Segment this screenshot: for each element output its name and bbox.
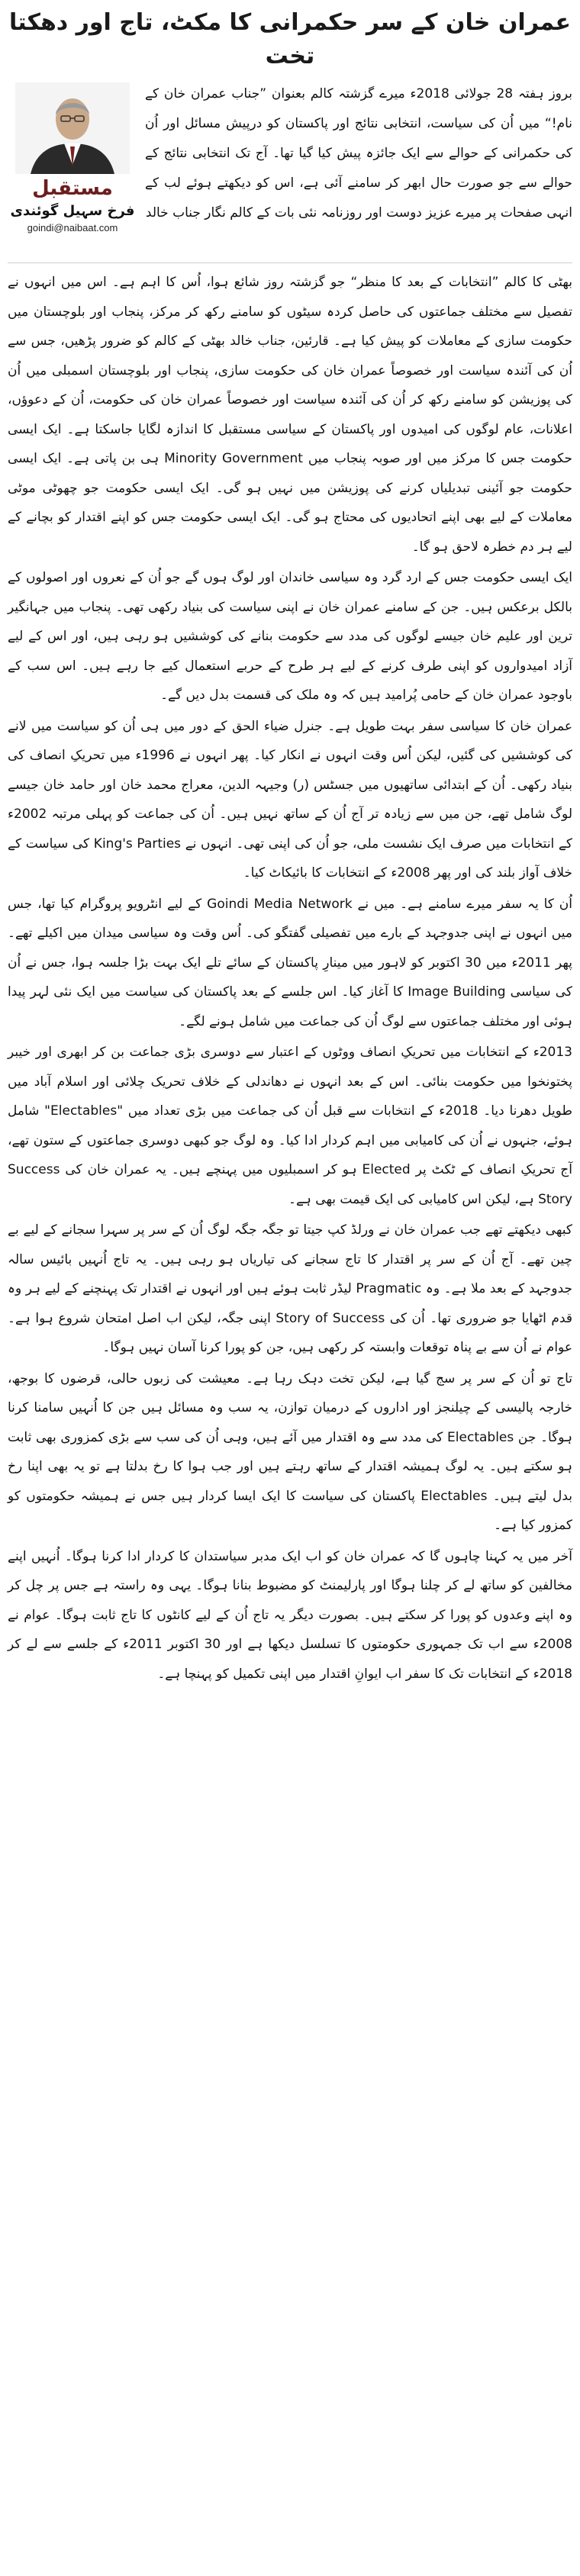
article-paragraph: کبھی دیکھتے تھے جب عمران خان نے ورلڈ کپ جیتا تو جگہ جگہ لوگ اُن کے سر پر سہرا سجانے کے لیے بے چین تھے۔ آج اُن کے سر پر اقتدار کا تاج سجانے کی تیاریاں ہو رہی ہیں۔ یہ تاج اُنہیں بائیس سالہ جدوجہد کے بعد ملا ہے۔ وہ Pragmatic لیڈر ثابت ہوئے ہیں اور انہوں نے اقتدار تک پہنچنے کے لیے ہر وہ قدم اٹھایا جو ضروری تھا۔ اُن کی Story of Success اپنی جگہ، لیکن اب اصل امتحان شروع ہوا ہے۔ عوام نے اُن سے بے پناہ توقعات وابستہ کر رکھی ہیں، جن کو پورا کرنا آسان نہیں ہوگا۔ xyxy=(8,1222,573,1355)
author-email: goindi@naibaat.com xyxy=(27,222,118,233)
article-paragraph: بھٹی کا کالم ”انتخابات کے بعد کا منظر“ جو گزشتہ روز شائع ہوا، اُس کا اہم ہے۔ اس میں انہوں نے تفصیل سے مختلف جماعتوں کی حاصل کردہ سیٹوں کو سامنے رکھ کر مرکز، پنجاب اور بلوچستان میں حکومت سازی کے معاملات کو پیش کیا ہے۔ قارئین، جناب خالد بھٹی کے کالم کو ضرور پڑھیں، جس سے اُن کی آئندہ سیاست اور خصوصاً عمران خان کی حکومت سازی، پنجاب اور بلوچستان اسمبلی میں اُن کی پوزیشن کو سامنے رکھ کر اُن کی آئندہ سیاست اور خصوصاً عمران خان کی حکومت، اُن کے دعوؤں، اعلانات، عام لوگوں کی امیدوں اور پاکستان کے سیاسی مستقبل کا اندازہ لگایا جاسکتا ہے۔ ایک ایسی حکومت جس کا مرکز میں اور صوبہ پنجاب میں Minority Government ہی بن پاتی ہے۔ ایک ایسی حکومت جو آئینی تبدیلیاں کرنے کی پوزیشن میں نہیں ہو گی۔ ایک ایسی حکومت جو چھوٹی موٹی معاملات کے لیے بھی اپنے اتحادیوں کی محتاج ہو گی۔ ایک ایسی حکومت جس کو اپنے اقتدار کو بچانے کے لیے ہر دم خطرہ لاحق ہو گا۔ xyxy=(8,275,572,555)
article-paragraph: عمران خان کا سیاسی سفر بہت طویل ہے۔ جنرل ضیاء الحق کے دور میں ہی اُن کو سیاست میں لانے کی کوششیں کی گئیں، لیکن اُس وقت انہوں نے انکار کیا۔ پھر انہوں نے 1996ء میں تحریکِ انصاف کی بنیاد رکھی۔ اُن کے ابتدائی ساتھیوں میں جسٹس (ر) وجیہہ الدین، معراج محمد خان اور حامد خان جیسے لوگ شامل تھے، جن میں سے زیادہ تر آج اُن کے ساتھ نہیں ہیں۔ اُن کی جماعت کو پہلی مرتبہ 2002ء کے انتخابات میں صرف ایک نشست ملی، جو اُن کی اپنی تھی۔ انہوں نے King's Parties کی سیاست کے خلاف آواز بلند کی اور پھر 2008ء کے انتخابات کا بائیکاٹ کیا۔ xyxy=(8,718,572,881)
article-header-block xyxy=(8,79,572,263)
author-byline xyxy=(8,79,137,235)
article-intro: بروز ہفتہ 28 جولائی 2018ء میرے گزشتہ کالم بعنوان ”جناب عمران خان کے نام!“ میں اُن کی سیاست، انتخابی نتائج اور پاکستان کو درپیش مسائل اور اُن کی حکمرانی کے حوالے سے ایک جائزہ پیش کیا گیا تھا۔ آج تک انتخابی نتائج کے حوالے سے جو صورت حال ابھر کر سامنے آئی ہے، اس کو دیکھتے ہوئے لب کے انہی صفحات پر میرے عزیز دوست اور روزنامہ نئی بات کے کالم نگار جناب خالد xyxy=(145,86,572,221)
article-paragraph: 2013ء کے انتخابات میں تحریکِ انصاف ووٹوں کے اعتبار سے دوسری بڑی جماعت بن کر ابھری اور خیبر پختونخوا میں حکومت بنائی۔ اس کے بعد انہوں نے دھاندلی کے خلاف تحریک چلائی اور اسلام آباد میں طویل دھرنا دیا۔ 2018ء کے انتخابات سے قبل اُن کی جماعت میں بڑی تعداد میں "Electables" شامل ہوئے، جنہوں نے اُن کی کامیابی میں اہم کردار ادا کیا۔ وہ لوگ جو کبھی دوسری جماعتوں کے ستون تھے، آج تحریکِ انصاف کے ٹکٹ پر Elected ہو کر اسمبلیوں میں پہنچے ہیں۔ یہ عمران خان کی Success Story ہے، لیکن اس کامیابی کی ایک قیمت بھی ہے۔ xyxy=(8,1045,572,1207)
author-name: فرخ سہیل گوئندی xyxy=(10,203,135,219)
article-headline: عمران خان کے سر حکمرانی کا مکٹ، تاج اور دھکتا تخت xyxy=(9,9,571,69)
article-paragraph: تاج تو اُن کے سر پر سج گیا ہے، لیکن تخت دہک رہا ہے۔ معیشت کی زبوں حالی، قرضوں کا بوجھ، خارجہ پالیسی کے چیلنجز اور اداروں کے درمیان توازن، یہ سب وہ مسائل ہیں جن کا اُنہیں سامنا کرنا ہوگا۔ جن Electables کی مدد سے وہ اقتدار میں آئے ہیں، وہی اُن کی سب سے بڑی کمزوری بھی ثابت ہو سکتے ہیں۔ یہ لوگ ہمیشہ اقتدار کے ساتھ رہتے ہیں اور جب ہوا کا رخ بدلتا ہے تو یہ بھی اپنا رخ بدل لیتے ہیں۔ Electables پاکستان کی سیاست کا ایک ایسا کردار ہیں جس نے ہمیشہ حکومتوں کو کمزور کیا ہے۔ xyxy=(8,1370,572,1533)
author-photo xyxy=(15,82,130,174)
article-paragraph: آخر میں یہ کہنا چاہوں گا کہ عمران خان کو اب ایک مدبر سیاستدان کا کردار ادا کرنا ہوگا۔ اُنہیں اپنے مخالفین کو ساتھ لے کر چلنا ہوگا اور پارلیمنٹ کو مضبوط بنانا ہوگا۔ یہی وہ راستہ ہے جس پر چل کر وہ اپنے وعدوں کو پورا کر سکتے ہیں۔ بصورت دیگر یہ تاج اُن کے لیے کانٹوں کا تاج ثابت ہوگا۔ عوام نے 2008ء سے اب تک جمہوری حکومتوں کا تسلسل دیکھا ہے اور 30 اکتوبر 2011ء کے جلسے سے لے کر 2018ء کے انتخابات تک کا سفر اب ایوانِ اقتدار میں اپنی تکمیل کو پہنچا ہے۔ xyxy=(8,1548,572,1682)
article-paragraph: اُن کا یہ سفر میرے سامنے ہے۔ میں نے Goindi Media Network کے لیے انٹرویو پروگرام کیا تھا، جس میں انہوں نے اپنی جدوجہد کے بارے میں تفصیلی گفتگو کی۔ اُس وقت وہ سیاسی میدان میں اکیلے تھے۔ پھر 2011ء میں 30 اکتوبر کو لاہور میں مینارِ پاکستان کے سائے تلے ایک بہت بڑا جلسہ ہوا، جس نے اُن کی سیاسی Image Building کا آغاز کیا۔ اس جلسے کے بعد پاکستان کی سیاست میں ایک نئی لہر پیدا ہوئی اور مختلف جماعتوں سے لوگ اُن کی جماعت میں شامل ہونے لگے۔ xyxy=(8,896,572,1029)
article-body xyxy=(8,268,572,1689)
article-paragraph: ایک ایسی حکومت جس کے ارد گرد وہ سیاسی خاندان اور لوگ ہوں گے جو اُن کے نعروں اور اصولوں کے بالکل برعکس ہیں۔ جن کے سامنے عمران خان نے اپنی سیاست کی بنیاد رکھی تھی۔ پنجاب میں جہانگیر ترین اور علیم خان جیسے لوگوں کی مدد سے حکومت بنانے کی کوششیں ہو رہی ہیں، اور اس کے لیے آزاد امیدواروں کو اپنی طرف کرنے کے لیے ہر طرح کے حربے استعمال کیے جا رہے ہیں۔ اس سب کے باوجود عمران خان کے حامی پُرامید ہیں کہ وہ ملک کی قسمت بدل دیں گے۔ xyxy=(8,570,572,703)
column-logo: مستقبل xyxy=(32,177,113,200)
